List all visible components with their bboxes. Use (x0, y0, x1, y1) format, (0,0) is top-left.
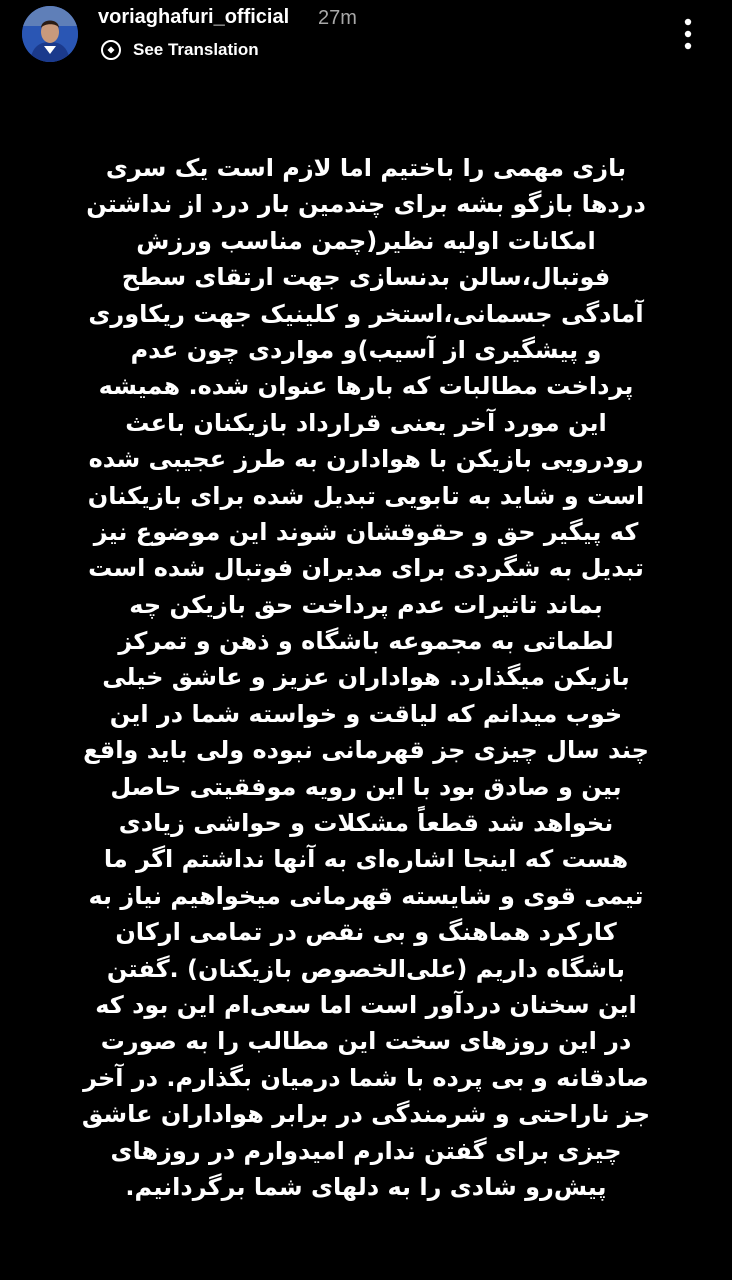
story-line: این مورد آخر یعنی قرارداد بازیکنان باعث (125, 408, 607, 437)
story-line: صادقانه و بی پرده با شما درمیان بگذارم. در آخر (83, 1063, 649, 1092)
story-line: بین و صادق بود با این رویه موفقیتی حاصل (110, 772, 622, 801)
story-line: بماند تاثیرات عدم پرداخت حق بازیکن چه (129, 590, 603, 619)
story-line: این سخنان دردآور است اما سعی‌ام این بود که (95, 990, 637, 1019)
story-text (80, 150, 652, 1205)
story-line: است و شاید به تابویی تبدیل شده برای بازیکنان (87, 481, 645, 510)
profile-avatar[interactable] (22, 6, 78, 62)
post-time: 27m (318, 7, 357, 29)
story-header (0, 0, 732, 72)
story-line: رودرویی بازیکن با هوادارن به طرز عجیبی شده (88, 445, 644, 474)
story-line: فوتبال،سالن بدنسازی جهت ارتقای سطح (121, 263, 611, 292)
avatar-image (22, 6, 78, 62)
story-line: تیمی قوی و شایسته قهرمانی میخواهیم نیاز به (88, 881, 644, 910)
more-vertical-icon (674, 14, 702, 54)
story-line: خوب میدانم که لیاقت و خواسته شما در این (109, 699, 623, 728)
story-line: پرداخت مطالبات که بارها عنوان شده. همیشه (98, 372, 634, 401)
see-translation-button[interactable] (100, 38, 259, 62)
story-line: بازیکن میگذارد. هواداران عزیز و عاشق خیلی (102, 663, 630, 692)
story-line: و پیشگیری از آسیب)و مواردی چون عدم (130, 335, 602, 364)
username[interactable]: voriaghafuri_official (98, 6, 290, 28)
story-line: چیزی برای گفتن ندارم امیدوارم در روزهای (110, 1136, 622, 1165)
story-line: لطماتی به مجموعه باشگاه و ذهن و تمرکز (118, 627, 614, 656)
globe-icon (100, 39, 122, 61)
story-line: بازی مهمی را باختیم اما لازم است یک سری (105, 154, 627, 182)
story-line: چند سال چیزی جز قهرمانی نبوده ولی باید واقع (83, 736, 649, 765)
more-options-button[interactable] (674, 14, 702, 54)
story-line: دردها بازگو بشه برای چندمین بار درد از نداشتن (86, 190, 646, 219)
story-line: در این روزهای سخت این مطالب را به صورت (100, 1027, 632, 1056)
see-translation-label: See Translation (133, 40, 259, 59)
story-line: نخواهد شد قطعاً مشکلات و حواشی زیادی (118, 809, 614, 838)
story-line: کارکرد هماهنگ و بی نقص در تمامی ارکان (115, 918, 617, 947)
story-line: باشگاه داریم (علی‌الخصوص بازیکنان) .گفتن (106, 954, 626, 983)
story-line: که پیگیر حق و حقوقشان شوند این موضوع نیز (93, 517, 639, 546)
story-line: پیش‌رو شادی را به دلهای شما برگردانیم. (125, 1172, 607, 1201)
story-line: امکانات اولیه نظیر(چمن مناسب ورزش (136, 226, 596, 255)
story-line: آمادگی جسمانی،استخر و کلینیک جهت ریکاوری (88, 299, 644, 328)
story-line: جز ناراحتی و شرمندگی در برابر هواداران عاشق (81, 1100, 651, 1129)
story-line: تبدیل به شگردی برای مدیران فوتبال شده است (88, 554, 644, 583)
story-line: هست که اینجا اشاره‌ای به آنها نداشتم اگر ما (103, 845, 629, 874)
